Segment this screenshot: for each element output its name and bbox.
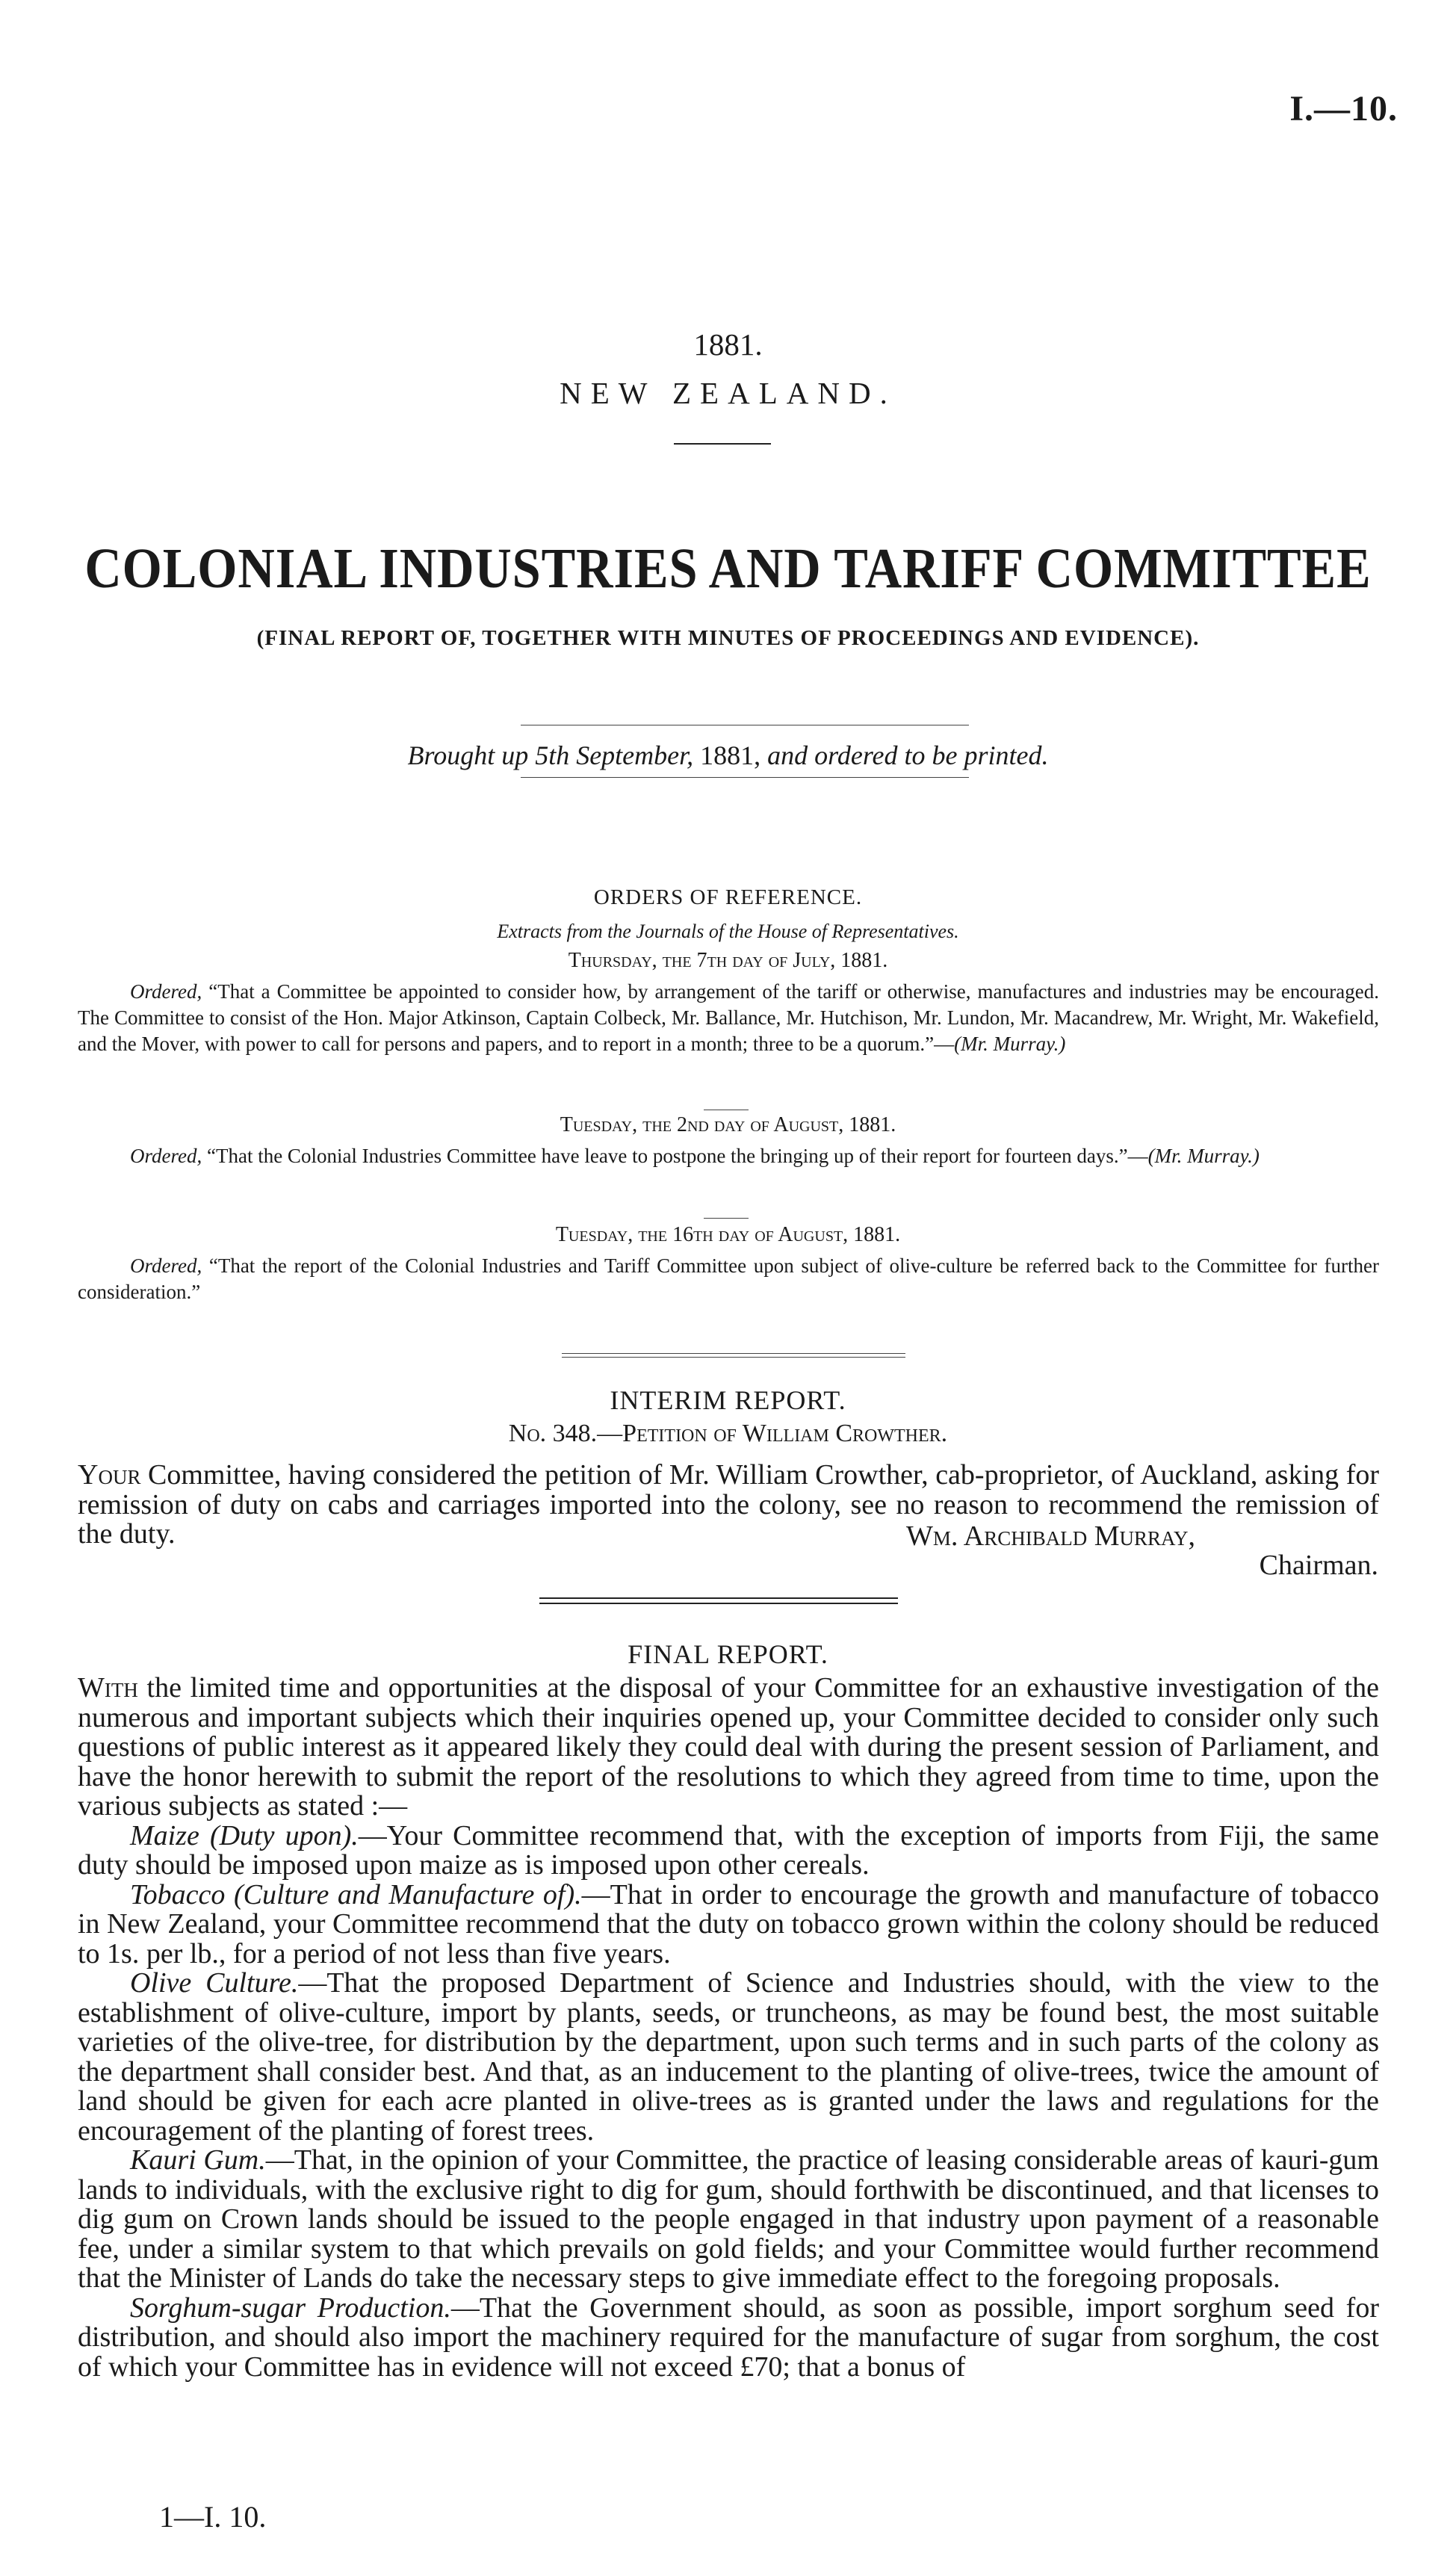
brought-up-prefix: Brought up — [407, 740, 529, 770]
brought-up-line — [0, 740, 1456, 771]
title-divider — [674, 443, 771, 445]
order-text-1: “That a Committee be appointed to consider how, by arrangement of the tariff or otherwise, manufactures and industries may be encouraged. The Committee to consist of the Hon. Major Atkinson, Captain Colbeck, Mr. Ballance, Mr. Hutchison, Mr. Lundon, Mr. Macandrew, Mr. Wright, Mr. Wakefield, and the Mover, with power to call for persons and papers, and to report in a month; three to be a quorum.”— — [78, 980, 1380, 1055]
year: 1881. — [693, 327, 763, 362]
order-date-3: Tuesday, the 16th day of August, 1881. — [555, 1223, 901, 1246]
final-intro-text: the limited time and opportunities at the disposal of your Committee for an exhaustive investigation of the numerous and important subjects which their inquiries opened up, your Committee decided to consider only such questions of public interest as it appeared likely they could deal with during the present session of Parliament, and have the honor herewith to submit the report of the resolutions to which they agreed from time to time, upon the various subjects as stated :— — [78, 1672, 1380, 1822]
order-date-1: Thursday, the 7th day of July, 1881. — [568, 949, 888, 972]
interim-petition: No. 348.—Petition of William Crowther. — [508, 1420, 948, 1447]
order-ordered-1: Ordered, — [130, 980, 202, 1003]
final-item — [78, 1878, 1379, 1969]
final-item-text: —That the proposed Department of Science and Industries should, with the view to the establishment of olive-culture, import by plants, seeds, or truncheons, as may be found best, the most suitable varieties of the olive-tree, for distribution by the department, upon such terms and in such parts of the colony as the department shall consider best. And that, as an inducement to the planting of olive-trees, twice the amount of land should be given for each acre planted in olive-trees as is granted under the laws and regulations for the encouragement of the planting of forest trees. — [78, 1967, 1379, 2147]
brought-up-suffix: and ordered to be printed. — [767, 740, 1049, 770]
page-subtitle: (FINAL REPORT OF, TOGETHER WITH MINUTES OF PROCEEDINGS AND EVIDENCE). — [256, 626, 1200, 650]
interim-text: Committee, having considered the petition of Mr. William Crowther, cab-proprietor, of Auckland, asking for remission of duty on cabs and carriages imported into the colony, see no reason to recommend the remission of the duty. — [78, 1459, 1380, 1550]
brought-up-year: 1881, — [700, 740, 761, 770]
brought-up-rule-bottom — [521, 777, 969, 778]
page-reference: I.—10. — [1289, 89, 1398, 129]
final-item — [78, 1969, 1379, 2146]
order-date-2: Tuesday, the 2nd day of August, 1881. — [560, 1113, 896, 1136]
final-item-text: —That, in the opinion of your Committee, the practice of leasing considerable areas of kauri-gum lands to individuals, with the exclusive right to dig for gum, should forthwith be discontinued, and that licenses to dig gum on Crown lands should be issued to the people engaged in that industry upon payment of a reasonable fee, under a similar system to that which prevails on gold fields; and your Committee would further recommend that the Minister of Lands do take the necessary steps to give immediate effect to the foregoing proposals. — [78, 2144, 1379, 2294]
final-item-title: Sorghum-sugar Production. — [130, 2292, 451, 2324]
country: NEW ZEALAND. — [560, 376, 896, 410]
order-divider-2 — [704, 1218, 749, 1219]
order-text-2: “That the Colonial Industries Committee have leave to postpone the bringing up of their report for fourteen days.”— — [206, 1145, 1148, 1167]
section-divider-1b — [562, 1357, 905, 1358]
order-mover-1: (Mr. Murray.) — [954, 1033, 1066, 1055]
interim-signatory: Wm. Archibald Murray, — [906, 1520, 1196, 1552]
order-entry-1 — [78, 979, 1379, 1057]
orders-heading: ORDERS OF REFERENCE. — [593, 885, 863, 909]
final-item — [78, 1819, 1379, 1881]
final-item-title: Kauri Gum. — [130, 2144, 266, 2176]
final-item — [78, 2294, 1379, 2383]
final-item-title: Olive Culture. — [130, 1967, 299, 1999]
final-item-title: Tobacco (Culture and Manufacture of). — [130, 1878, 582, 1910]
page-footer: 1—I. 10. — [159, 2500, 267, 2534]
interim-role: Chairman. — [1259, 1550, 1378, 1581]
brought-up-date: 5th September, — [535, 740, 694, 770]
final-lead: With — [78, 1672, 138, 1704]
order-ordered-2: Ordered, — [130, 1145, 202, 1167]
interim-heading: INTERIM REPORT. — [610, 1385, 846, 1415]
final-item — [78, 2146, 1379, 2294]
final-body — [78, 1674, 1379, 2382]
section-divider-2a — [539, 1597, 898, 1599]
orders-extracts: Extracts from the Journals of the House of Representatives. — [497, 920, 959, 942]
section-divider-1a — [562, 1353, 905, 1354]
final-item-text: —That the Government should, as soon as possible, import sorghum seed for distribution, and should also import the machinery required for the manufacture of sugar from sorghum, the cost of which your Committee has in evidence will not exceed £70; that a bonus of — [78, 2292, 1379, 2383]
final-item-text: —Your Committee recommend that, with the exception of imports from Fiji, the same duty should be imposed upon maize as is imposed upon other cereals. — [78, 1819, 1379, 1881]
final-intro — [78, 1674, 1379, 1822]
section-divider-2b — [539, 1603, 898, 1604]
order-entry-2 — [78, 1143, 1379, 1169]
order-mover-2: (Mr. Murray.) — [1147, 1145, 1260, 1167]
order-text-3: “That the report of the Colonial Industries and Tariff Committee upon subject of olive-culture be referred back to the Committee for further consideration.” — [78, 1254, 1380, 1303]
final-item-text: —That in order to encourage the growth and manufacture of tobacco in New Zealand, your Committee recommend that the duty on tobacco grown within the colony should be reduced to 1s. per lb., for a period of not less than five years. — [78, 1878, 1379, 1969]
final-item-title: Maize (Duty upon). — [130, 1819, 359, 1851]
interim-lead: Your — [78, 1459, 141, 1491]
order-entry-3 — [78, 1253, 1379, 1305]
final-heading: FINAL REPORT. — [628, 1639, 828, 1669]
page-title: COLONIAL INDUSTRIES AND TARIFF COMMITTEE — [84, 537, 1372, 600]
order-ordered-3: Ordered, — [130, 1254, 202, 1277]
